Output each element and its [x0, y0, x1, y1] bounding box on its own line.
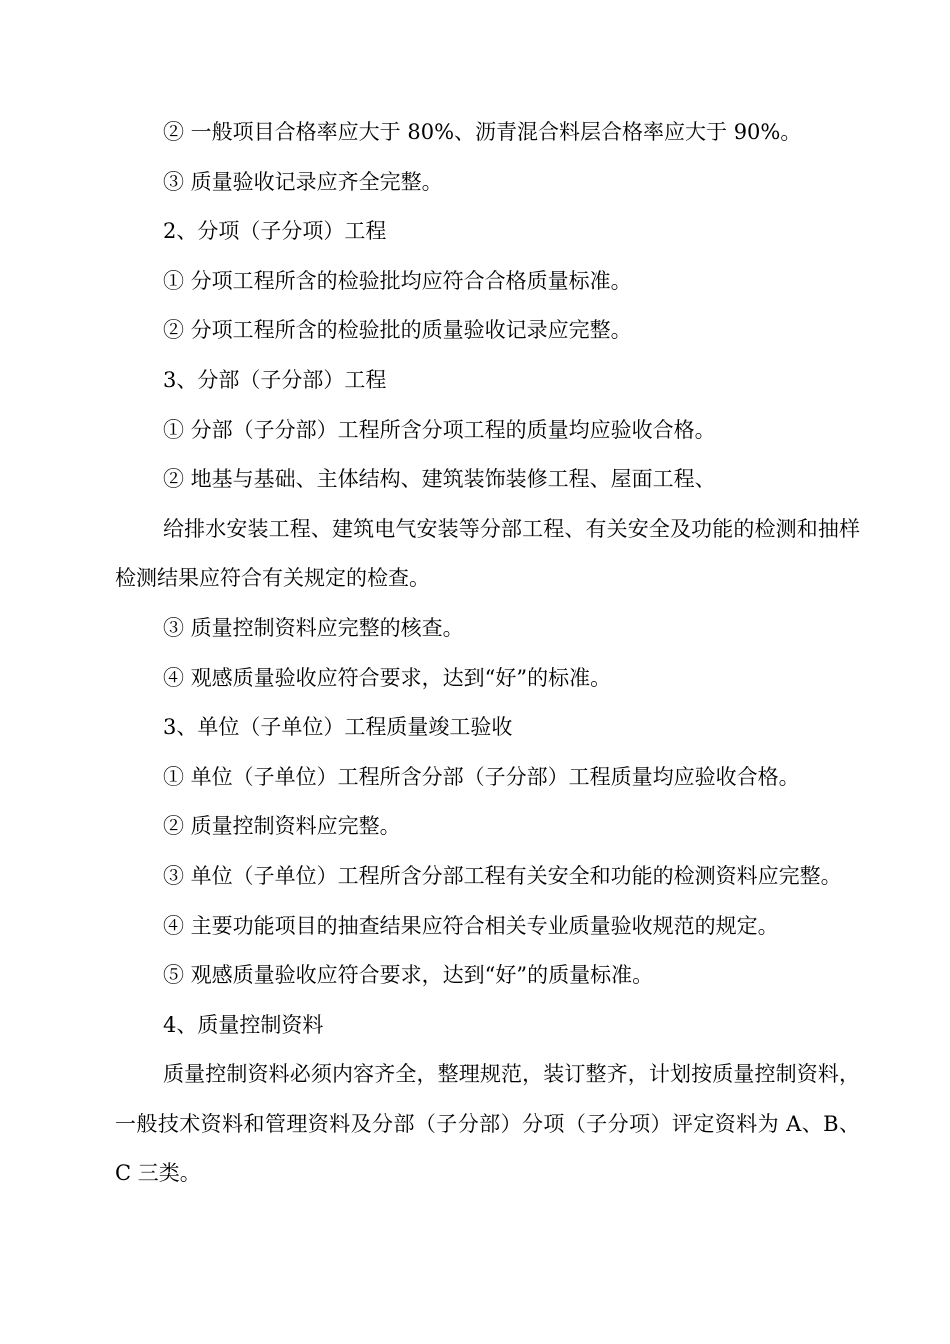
paragraph-unit-safety-docs: ③ 单位（子单位）工程所含分部工程有关安全和功能的检测资料应完整。	[163, 863, 842, 888]
paragraph-appearance-quality-standard: ⑤ 观感质量验收应符合要求，达到“好”的质量标准。	[163, 963, 654, 988]
paragraph-control-docs-complete: ② 质量控制资料应完整。	[163, 814, 401, 839]
paragraph-acceptance-records-complete: ③ 质量验收记录应齐全完整。	[163, 169, 443, 194]
paragraph-general-items-pass-rate: ② 一般项目合格率应大于 80%、沥青混合料层合格率应大于 90%。	[163, 120, 802, 144]
paragraph-main-function-spot-check: ④ 主要功能项目的抽查结果应符合相关专业质量验收规范的规定。	[163, 913, 779, 938]
document-body	[115, 108, 860, 1199]
heading-subdivision-engineering: 3、分部（子分部）工程	[163, 367, 387, 392]
paragraph-appearance-good: ④ 观感质量验收应符合要求，达到“好”的标准。	[163, 665, 612, 690]
paragraph-foundation-structure-list: ② 地基与基础、主体结构、建筑装饰装修工程、屋面工程、	[163, 467, 716, 492]
paragraph-control-docs-check: ③ 质量控制资料应完整的核查。	[163, 615, 464, 640]
paragraph-inspection-lots-qualified: ① 分项工程所含的检验批均应符合合格质量标准。	[163, 268, 632, 293]
heading-subitem-engineering: 2、分项（子分项）工程	[163, 219, 387, 244]
paragraph-inspection-lot-records: ② 分项工程所含的检验批的质量验收记录应完整。	[163, 318, 632, 343]
heading-unit-completion-acceptance: 3、单位（子单位）工程质量竣工验收	[163, 715, 513, 740]
paragraph-safety-function-testing: 给排水安装工程、建筑电气安装等分部工程、有关安全及功能的检测和抽样检测结果应符合有关规定的检查。	[115, 516, 860, 591]
paragraph-subitems-accepted: ① 分部（子分部）工程所含分项工程的质量均应验收合格。	[163, 417, 716, 442]
paragraph-control-docs-categories: 质量控制资料必须内容齐全，整理规范，装订整齐，计划按质量控制资料，一般技术资料和管理资料及分部（子分部）分项（子分项）评定资料为 A、B、C 三类。	[115, 1062, 860, 1186]
paragraph-unit-subdivisions-accepted: ① 单位（子单位）工程所含分部（子分部）工程质量均应验收合格。	[163, 764, 800, 789]
heading-quality-control-docs: 4、质量控制资料	[163, 1012, 324, 1037]
